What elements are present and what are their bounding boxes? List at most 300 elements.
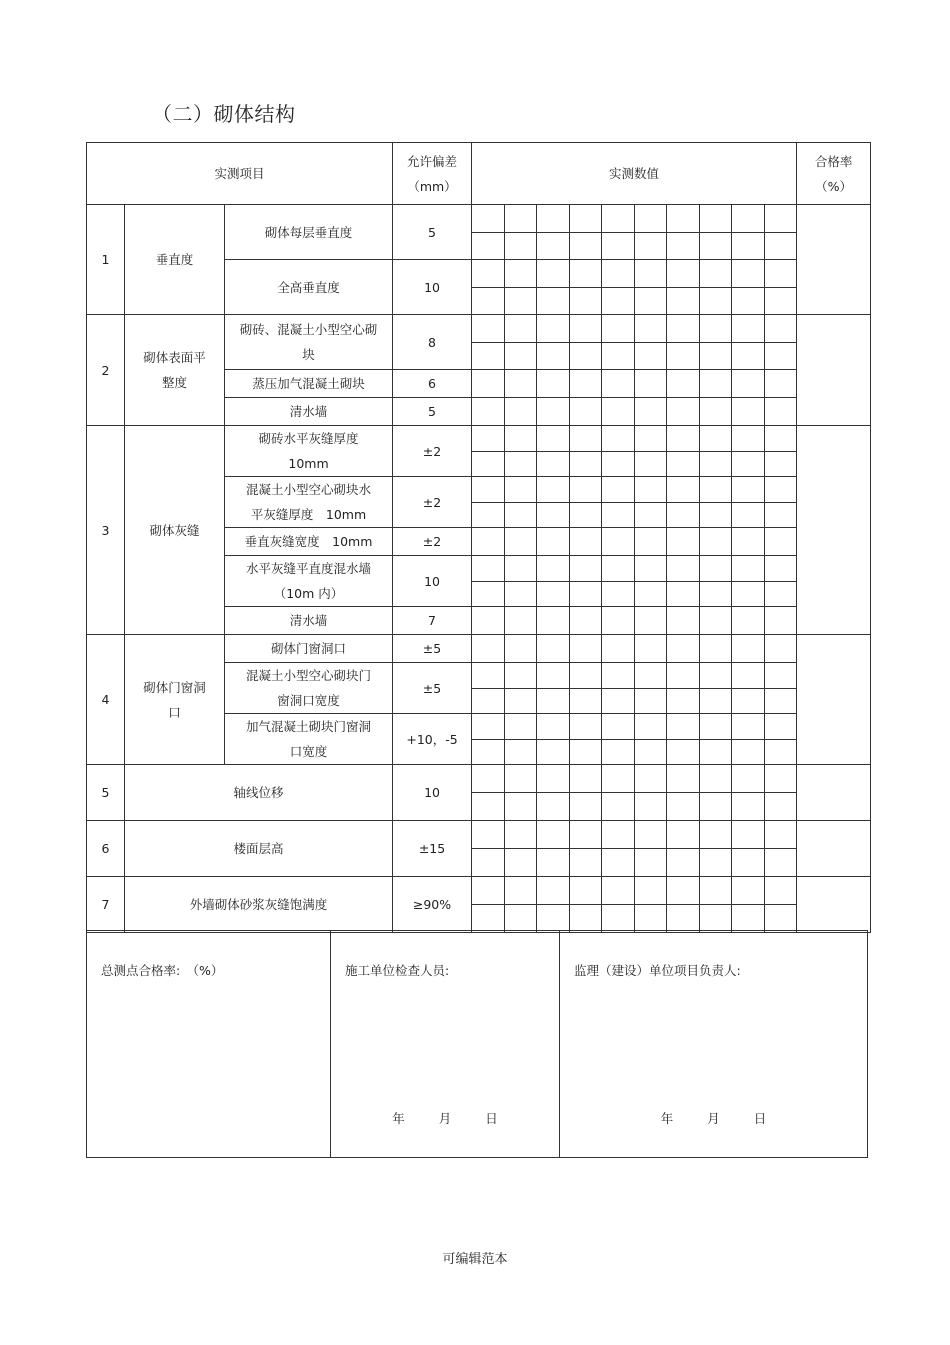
measure-cell[interactable]	[667, 739, 700, 765]
measure-cell[interactable]	[537, 343, 570, 370]
measure-cell[interactable]	[765, 528, 797, 556]
measure-cell[interactable]	[667, 477, 700, 503]
measure-cell[interactable]	[700, 849, 732, 877]
measure-cell[interactable]	[732, 502, 765, 528]
measure-cell[interactable]	[732, 739, 765, 765]
measure-cell[interactable]	[570, 849, 602, 877]
measure-cell[interactable]	[700, 793, 732, 821]
measure-cell[interactable]	[570, 502, 602, 528]
measure-cell[interactable]	[635, 877, 667, 905]
measure-cell[interactable]	[602, 370, 635, 398]
measure-cell[interactable]	[602, 398, 635, 426]
measure-cell[interactable]	[732, 451, 765, 477]
measure-cell[interactable]	[765, 343, 797, 370]
measure-cell[interactable]	[667, 315, 700, 343]
measure-cell[interactable]	[602, 451, 635, 477]
measure-cell[interactable]	[537, 714, 570, 740]
measure-cell[interactable]	[635, 714, 667, 740]
measure-cell[interactable]	[765, 370, 797, 398]
pass-rate-cell[interactable]	[797, 821, 871, 877]
measure-cell[interactable]	[570, 793, 602, 821]
measure-cell[interactable]	[602, 877, 635, 905]
measure-cell[interactable]	[570, 233, 602, 260]
measure-cell[interactable]	[505, 877, 537, 905]
measure-cell[interactable]	[700, 451, 732, 477]
measure-cell[interactable]	[537, 556, 570, 582]
measure-cell[interactable]	[602, 556, 635, 582]
measure-cell[interactable]	[732, 635, 765, 663]
measure-cell[interactable]	[732, 905, 765, 933]
measure-cell[interactable]	[537, 821, 570, 849]
measure-cell[interactable]	[635, 663, 667, 689]
measure-cell[interactable]	[570, 905, 602, 933]
pass-rate-cell[interactable]	[797, 426, 871, 635]
measure-cell[interactable]	[602, 635, 635, 663]
measure-cell[interactable]	[700, 315, 732, 343]
measure-cell[interactable]	[472, 635, 505, 663]
measure-cell[interactable]	[505, 581, 537, 607]
measure-cell[interactable]	[472, 739, 505, 765]
measure-cell[interactable]	[635, 905, 667, 933]
measure-cell[interactable]	[700, 635, 732, 663]
measure-cell[interactable]	[732, 477, 765, 503]
measure-cell[interactable]	[765, 714, 797, 740]
measure-cell[interactable]	[765, 688, 797, 714]
measure-cell[interactable]	[505, 315, 537, 343]
measure-cell[interactable]	[602, 426, 635, 452]
measure-cell[interactable]	[700, 905, 732, 933]
measure-cell[interactable]	[765, 556, 797, 582]
measure-cell[interactable]	[635, 528, 667, 556]
measure-cell[interactable]	[505, 765, 537, 793]
measure-cell[interactable]	[537, 877, 570, 905]
measure-cell[interactable]	[765, 607, 797, 635]
measure-cell[interactable]	[472, 765, 505, 793]
measure-cell[interactable]	[602, 714, 635, 740]
measure-cell[interactable]	[667, 370, 700, 398]
measure-cell[interactable]	[700, 688, 732, 714]
measure-cell[interactable]	[570, 739, 602, 765]
measure-cell[interactable]	[667, 528, 700, 556]
pass-rate-cell[interactable]	[797, 877, 871, 933]
measure-cell[interactable]	[472, 556, 505, 582]
tolerance-value: 5	[393, 205, 472, 260]
measure-cell[interactable]	[667, 426, 700, 452]
measure-cell[interactable]	[505, 528, 537, 556]
measure-cell[interactable]	[732, 765, 765, 793]
measure-cell[interactable]	[602, 793, 635, 821]
measure-cell[interactable]	[505, 556, 537, 582]
measure-cell[interactable]	[765, 398, 797, 426]
total-rate-cell	[87, 931, 331, 1158]
measure-cell[interactable]	[765, 793, 797, 821]
pass-rate-cell[interactable]	[797, 205, 871, 315]
measure-cell[interactable]	[700, 477, 732, 503]
measure-cell[interactable]	[667, 398, 700, 426]
measure-cell[interactable]	[765, 233, 797, 260]
measure-cell[interactable]	[537, 739, 570, 765]
measure-cell[interactable]	[765, 905, 797, 933]
sub-item	[225, 607, 393, 635]
measure-cell[interactable]	[602, 315, 635, 343]
measure-cell[interactable]	[602, 233, 635, 260]
measure-cell[interactable]	[732, 821, 765, 849]
measure-cell[interactable]	[505, 607, 537, 635]
sub-item	[225, 556, 393, 607]
measure-cell[interactable]	[602, 343, 635, 370]
measure-cell[interactable]	[537, 502, 570, 528]
measure-cell[interactable]	[635, 607, 667, 635]
measure-cell[interactable]	[570, 821, 602, 849]
measure-cell[interactable]	[635, 793, 667, 821]
measure-cell[interactable]	[602, 288, 635, 315]
measure-cell[interactable]	[602, 502, 635, 528]
measure-cell[interactable]	[472, 233, 505, 260]
measure-cell[interactable]	[635, 635, 667, 663]
measure-cell[interactable]	[635, 765, 667, 793]
measure-cell[interactable]	[570, 426, 602, 452]
measure-cell[interactable]	[700, 502, 732, 528]
measure-cell[interactable]	[505, 398, 537, 426]
measure-cell[interactable]	[537, 607, 570, 635]
measure-cell[interactable]	[570, 714, 602, 740]
tolerance-value: 10	[393, 556, 472, 607]
measure-cell[interactable]	[472, 398, 505, 426]
measure-cell[interactable]	[700, 288, 732, 315]
measure-cell[interactable]	[635, 581, 667, 607]
measure-cell[interactable]	[537, 205, 570, 233]
measure-cell[interactable]	[700, 714, 732, 740]
measure-cell[interactable]	[570, 205, 602, 233]
measure-cell[interactable]	[765, 849, 797, 877]
measure-cell[interactable]	[732, 426, 765, 452]
measure-cell[interactable]	[635, 821, 667, 849]
measure-cell[interactable]	[765, 205, 797, 233]
date-day: 日	[485, 1111, 498, 1126]
measure-cell[interactable]	[537, 849, 570, 877]
measure-cell[interactable]	[667, 849, 700, 877]
measure-cell[interactable]	[765, 315, 797, 343]
pass-rate-cell[interactable]	[797, 635, 871, 765]
measure-cell[interactable]	[635, 233, 667, 260]
measure-cell[interactable]	[700, 739, 732, 765]
measure-cell[interactable]	[472, 426, 505, 452]
measure-cell[interactable]	[700, 205, 732, 233]
measure-cell[interactable]	[537, 581, 570, 607]
measure-cell[interactable]	[700, 821, 732, 849]
measure-cell[interactable]	[472, 288, 505, 315]
tolerance-value: ≥90%	[393, 877, 472, 933]
measure-cell[interactable]	[537, 765, 570, 793]
measure-cell[interactable]	[472, 607, 505, 635]
header-tolerance-line2: （mm）	[407, 178, 457, 194]
measure-cell[interactable]	[635, 426, 667, 452]
measure-cell[interactable]	[732, 370, 765, 398]
measure-cell[interactable]	[505, 821, 537, 849]
measure-cell[interactable]	[667, 343, 700, 370]
measure-cell[interactable]	[505, 905, 537, 933]
measure-cell[interactable]	[700, 426, 732, 452]
measure-cell[interactable]	[505, 260, 537, 288]
measure-cell[interactable]	[667, 607, 700, 635]
measure-cell[interactable]	[765, 765, 797, 793]
measure-cell[interactable]	[505, 426, 537, 452]
measure-cell[interactable]	[635, 739, 667, 765]
measure-cell[interactable]	[505, 288, 537, 315]
measure-cell[interactable]	[537, 288, 570, 315]
table-row	[87, 315, 871, 343]
measure-cell[interactable]	[570, 343, 602, 370]
measure-cell[interactable]	[570, 288, 602, 315]
measure-cell[interactable]	[765, 451, 797, 477]
measure-cell[interactable]	[732, 688, 765, 714]
measure-cell[interactable]	[667, 905, 700, 933]
measure-cell[interactable]	[505, 849, 537, 877]
measure-cell[interactable]	[570, 477, 602, 503]
measure-cell[interactable]	[667, 714, 700, 740]
measure-cell[interactable]	[472, 849, 505, 877]
measure-cell[interactable]	[537, 793, 570, 821]
measure-cell[interactable]	[700, 877, 732, 905]
measure-cell[interactable]	[570, 398, 602, 426]
measure-cell[interactable]	[667, 688, 700, 714]
measure-cell[interactable]	[570, 663, 602, 689]
measure-cell[interactable]	[602, 849, 635, 877]
text-line: 外墙砌体砂浆灰缝饱满度	[189, 897, 328, 912]
measure-cell[interactable]	[472, 528, 505, 556]
signature-table	[86, 930, 868, 1158]
measure-cell[interactable]	[537, 426, 570, 452]
measure-cell[interactable]	[667, 663, 700, 689]
measure-cell[interactable]	[700, 528, 732, 556]
measure-cell[interactable]	[505, 343, 537, 370]
measure-cell[interactable]	[472, 793, 505, 821]
measure-cell[interactable]	[732, 714, 765, 740]
measure-cell[interactable]	[667, 233, 700, 260]
measure-cell[interactable]	[667, 451, 700, 477]
measure-cell[interactable]	[765, 477, 797, 503]
measure-cell[interactable]	[537, 233, 570, 260]
measure-cell[interactable]	[667, 288, 700, 315]
measure-cell[interactable]	[667, 765, 700, 793]
measure-cell[interactable]	[667, 877, 700, 905]
measure-cell[interactable]	[472, 877, 505, 905]
measure-cell[interactable]	[700, 233, 732, 260]
measure-cell[interactable]	[537, 451, 570, 477]
measure-cell[interactable]	[667, 502, 700, 528]
measure-cell[interactable]	[505, 739, 537, 765]
measure-cell[interactable]	[602, 739, 635, 765]
measure-cell[interactable]	[570, 451, 602, 477]
measure-cell[interactable]	[537, 635, 570, 663]
measure-cell[interactable]	[602, 663, 635, 689]
measure-cell[interactable]	[765, 260, 797, 288]
item-name	[125, 426, 225, 635]
measure-cell[interactable]	[635, 502, 667, 528]
measure-cell[interactable]	[635, 205, 667, 233]
pass-rate-cell[interactable]	[797, 765, 871, 821]
measure-cell[interactable]	[732, 556, 765, 582]
measure-cell[interactable]	[765, 581, 797, 607]
measure-cell[interactable]	[765, 502, 797, 528]
measure-cell[interactable]	[570, 635, 602, 663]
measure-cell[interactable]	[602, 765, 635, 793]
measure-cell[interactable]	[505, 233, 537, 260]
measure-cell[interactable]	[765, 739, 797, 765]
measure-cell[interactable]	[635, 260, 667, 288]
measure-cell[interactable]	[570, 877, 602, 905]
measure-cell[interactable]	[732, 233, 765, 260]
measure-cell[interactable]	[700, 343, 732, 370]
measure-cell[interactable]	[765, 821, 797, 849]
measure-cell[interactable]	[602, 477, 635, 503]
table-row	[87, 205, 871, 233]
measure-cell[interactable]	[700, 556, 732, 582]
measure-cell[interactable]	[765, 663, 797, 689]
item-name	[125, 205, 225, 315]
measure-cell[interactable]	[700, 663, 732, 689]
measure-cell[interactable]	[505, 477, 537, 503]
measure-cell[interactable]	[765, 877, 797, 905]
measure-cell[interactable]	[602, 905, 635, 933]
measure-cell[interactable]	[570, 765, 602, 793]
sub-item	[225, 426, 393, 477]
measure-cell[interactable]	[732, 581, 765, 607]
measure-cell[interactable]	[570, 581, 602, 607]
text-line: 清水墙	[289, 613, 328, 628]
measure-cell[interactable]	[472, 502, 505, 528]
measure-cell[interactable]	[667, 635, 700, 663]
text-line: 清水墙	[289, 404, 328, 419]
measure-cell[interactable]	[635, 370, 667, 398]
measure-cell[interactable]	[700, 765, 732, 793]
measure-cell[interactable]	[602, 688, 635, 714]
measure-cell[interactable]	[472, 451, 505, 477]
measure-cell[interactable]	[537, 398, 570, 426]
measure-cell[interactable]	[505, 502, 537, 528]
measure-cell[interactable]	[732, 260, 765, 288]
row-number: 1	[87, 205, 125, 315]
measure-cell[interactable]	[635, 288, 667, 315]
measure-cell[interactable]	[570, 315, 602, 343]
measure-cell[interactable]	[570, 556, 602, 582]
measure-cell[interactable]	[570, 260, 602, 288]
measure-cell[interactable]	[732, 793, 765, 821]
measure-cell[interactable]	[732, 398, 765, 426]
measure-cell[interactable]	[570, 607, 602, 635]
measure-cell[interactable]	[505, 714, 537, 740]
measure-cell[interactable]	[635, 556, 667, 582]
measure-cell[interactable]	[472, 581, 505, 607]
measure-cell[interactable]	[537, 905, 570, 933]
measure-cell[interactable]	[472, 663, 505, 689]
text-line: 砌体每层垂直度	[264, 224, 353, 240]
measure-cell[interactable]	[732, 315, 765, 343]
measure-cell[interactable]	[667, 821, 700, 849]
measure-cell[interactable]	[472, 821, 505, 849]
measure-cell[interactable]	[700, 398, 732, 426]
measure-cell[interactable]	[635, 477, 667, 503]
measure-cell[interactable]	[505, 451, 537, 477]
measure-cell[interactable]	[472, 905, 505, 933]
table-row	[87, 635, 871, 663]
measure-cell[interactable]	[537, 688, 570, 714]
measure-cell[interactable]	[472, 205, 505, 233]
measure-cell[interactable]	[635, 451, 667, 477]
measure-cell[interactable]	[537, 477, 570, 503]
measure-cell[interactable]	[602, 528, 635, 556]
measure-cell[interactable]	[505, 688, 537, 714]
measure-cell[interactable]	[700, 581, 732, 607]
measure-cell[interactable]	[570, 528, 602, 556]
measure-cell[interactable]	[667, 581, 700, 607]
measure-cell[interactable]	[537, 528, 570, 556]
measure-cell[interactable]	[667, 793, 700, 821]
measure-cell[interactable]	[472, 315, 505, 343]
measure-cell[interactable]	[505, 635, 537, 663]
measure-cell[interactable]	[505, 793, 537, 821]
measure-cell[interactable]	[732, 849, 765, 877]
measure-cell[interactable]	[765, 635, 797, 663]
measure-cell[interactable]	[505, 663, 537, 689]
measure-cell[interactable]	[505, 370, 537, 398]
measure-cell[interactable]	[472, 688, 505, 714]
measure-cell[interactable]	[635, 849, 667, 877]
measure-cell[interactable]	[635, 343, 667, 370]
measure-cell[interactable]	[700, 370, 732, 398]
measure-cell[interactable]	[537, 260, 570, 288]
measure-cell[interactable]	[537, 315, 570, 343]
row-number: 4	[87, 635, 125, 765]
measure-cell[interactable]	[732, 663, 765, 689]
measure-cell[interactable]	[732, 528, 765, 556]
measure-cell[interactable]	[635, 688, 667, 714]
measure-cell[interactable]	[472, 370, 505, 398]
measure-cell[interactable]	[602, 260, 635, 288]
measure-cell[interactable]	[602, 581, 635, 607]
measure-cell[interactable]	[602, 821, 635, 849]
measure-cell[interactable]	[570, 370, 602, 398]
measure-cell[interactable]	[765, 288, 797, 315]
measure-cell[interactable]	[732, 877, 765, 905]
measure-cell[interactable]	[732, 288, 765, 315]
measure-cell[interactable]	[537, 663, 570, 689]
measure-cell[interactable]	[700, 260, 732, 288]
measure-cell[interactable]	[667, 205, 700, 233]
measure-cell[interactable]	[602, 205, 635, 233]
section-title: （二）砌体结构	[152, 102, 296, 126]
measure-cell[interactable]	[472, 260, 505, 288]
measure-cell[interactable]	[570, 688, 602, 714]
measure-cell[interactable]	[667, 260, 700, 288]
measure-cell[interactable]	[472, 477, 505, 503]
measure-cell[interactable]	[537, 370, 570, 398]
measure-cell[interactable]	[472, 343, 505, 370]
text-line: 块	[302, 347, 315, 362]
pass-rate-cell[interactable]	[797, 315, 871, 426]
measure-cell[interactable]	[472, 714, 505, 740]
measure-cell[interactable]	[732, 343, 765, 370]
measure-cell[interactable]	[635, 315, 667, 343]
measure-cell[interactable]	[765, 426, 797, 452]
measure-cell[interactable]	[667, 556, 700, 582]
measure-cell[interactable]	[602, 607, 635, 635]
measure-cell[interactable]	[635, 398, 667, 426]
measure-cell[interactable]	[732, 607, 765, 635]
measure-cell[interactable]	[732, 205, 765, 233]
measure-cell[interactable]	[505, 205, 537, 233]
measure-cell[interactable]	[700, 607, 732, 635]
